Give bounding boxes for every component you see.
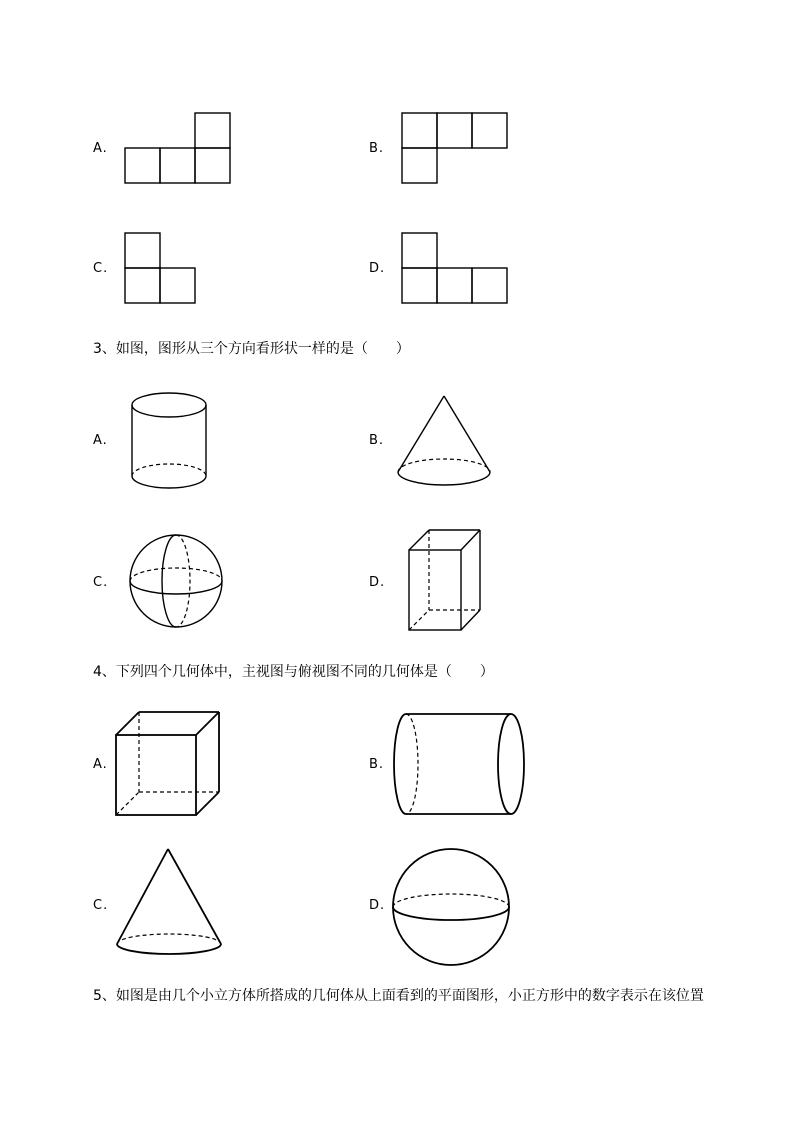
q3-option-a-label: A. [93,433,108,448]
q3-option-a-cylinder-figure [128,390,210,494]
q2-option-d-label: D. [369,261,386,276]
q2-option-a-figure [124,112,234,187]
q4-option-a-label: A. [93,757,108,772]
q4-option-d-label: D. [369,898,386,913]
q3-option-c-sphere-figure [128,533,226,631]
q2-option-c-figure [124,232,204,307]
q5-question-text: 5、如图是由几个小立方体所搭成的几何体从上面看到的平面图形，小正方形中的数字表示在该位置 [93,988,704,1004]
q4-question-text: 4、下列四个几何体中，主视图与俯视图不同的几何体是（ ） [93,664,494,680]
q3-option-b-cone-figure [395,393,495,493]
q2-option-b-label: B. [369,141,385,156]
q3-option-c-label: C. [93,575,109,590]
q4-option-c-label: C. [93,898,109,913]
q2-option-b-figure [401,112,511,187]
q4-option-a-cube-figure [114,710,224,820]
q2-option-a-label: A. [93,141,108,156]
q4-option-b-horizontal-cylinder-figure [392,711,528,819]
q3-option-d-prism-figure [406,528,484,636]
q3-option-b-label: B. [369,433,385,448]
q4-option-b-label: B. [369,757,385,772]
q3-question-text: 3、如图，图形从三个方向看形状一样的是（ ） [93,341,410,357]
q3-option-d-label: D. [369,575,386,590]
q2-option-c-label: C. [93,261,109,276]
q2-option-d-figure [401,232,511,307]
q4-option-d-sphere-figure [390,846,514,970]
q4-option-c-cone-figure [114,846,226,962]
